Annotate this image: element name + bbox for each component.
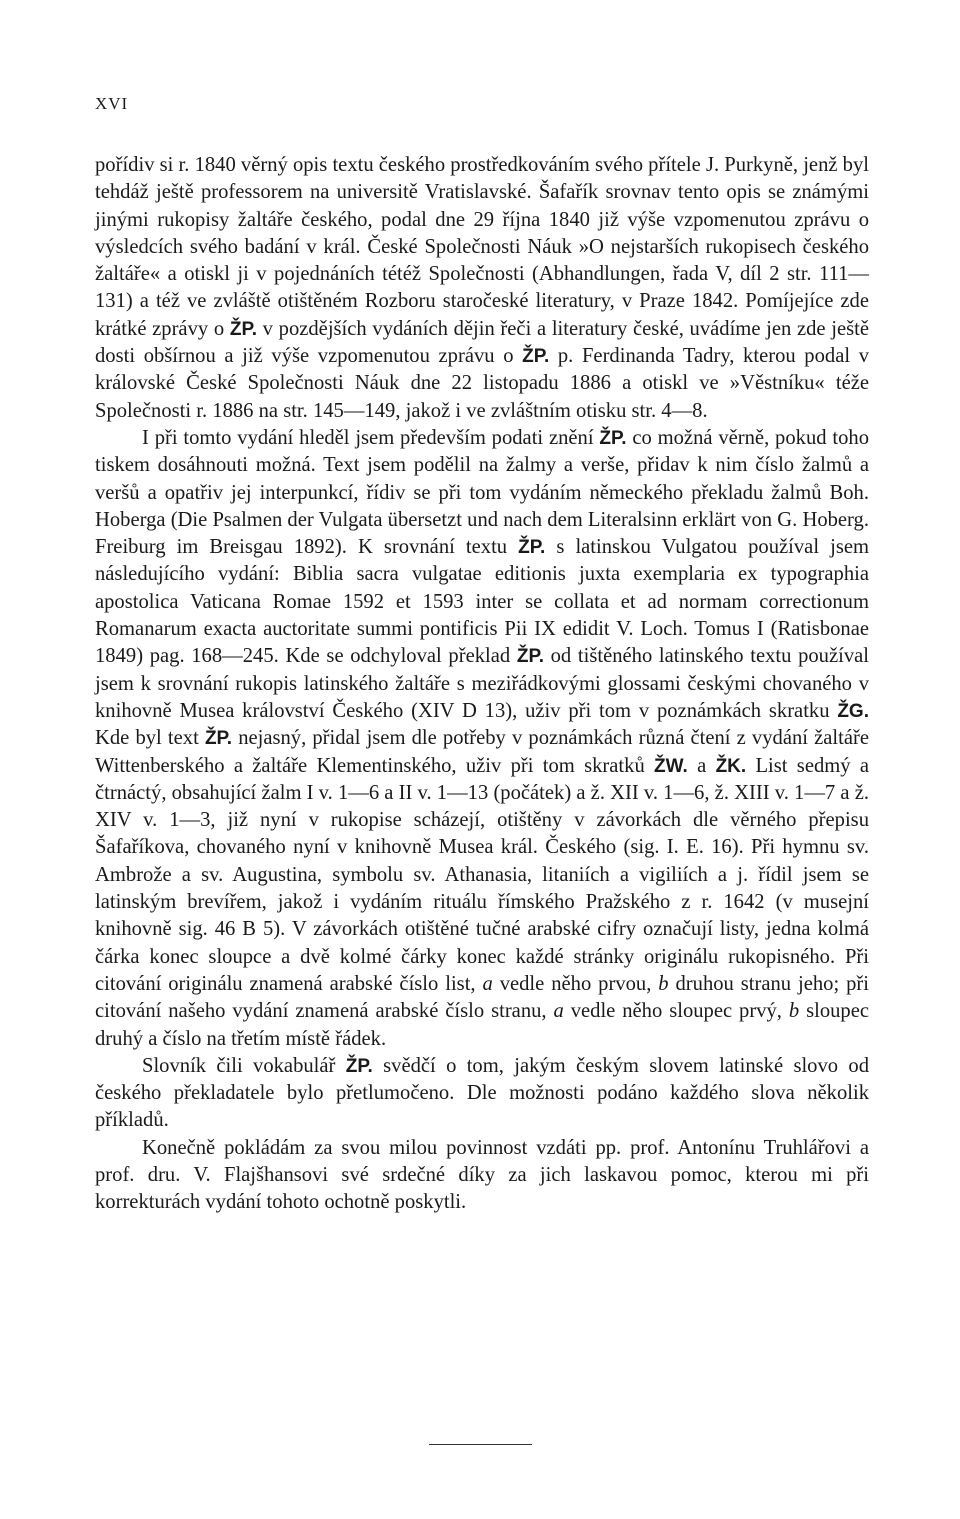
page-number: XVI [95,94,129,113]
italic-letter: a [553,1000,564,1023]
text-run: co možná věrně, pokud toho tiskem dosáhnouti možná. Text jsem podělil na žalmy a verše, přidav k nim číslo žalmů a veršů a opatřiv jej interpunkcí, řídiv se při tom vydáním německého překladu žalmů Boh. Hoberga (Die Psalmen der Vulgata übersetzt und nach dem Literalsinn erklärt von G. Hoberg. Freiburg im Breisgau 1892). K srovnání textu [95,426,869,559]
text-run: a [687,754,716,777]
text-run: nejasný, přidal jsem dle potřeby v poznámkách různá čtení z vydání žaltáře Wittenberského a žaltáře Klementinského, uživ při tom skratků [95,727,869,777]
text-run: svědčí o tom, jakým českým slovem latinské slovo od českého překladatele bylo přetlumočeno. Dle možnosti podáno každého slova několik příkladů. [95,1054,869,1132]
abbreviation: ŽK. [715,755,747,777]
text-run: sloupec druhý a číslo na třetím místě řádek. [95,1000,869,1050]
paragraph [95,425,869,1053]
closing-rule [429,1444,532,1445]
paragraph [95,1053,869,1135]
paragraph [95,1135,869,1217]
abbreviation: ŽP. [599,427,627,449]
text-run: Konečně pokládám za svou milou povinnost vzdáti pp. prof. Antonínu Truhlářovi a prof. dru. V. Flajšhansovi své srdečné díky za jich laskavou pomoc, kterou mi při korrekturách vydání tohoto ochotně poskytli. [95,1136,869,1214]
text-run: I při tomto vydání hleděl jsem především podati znění [142,426,600,449]
text-run: od tištěného latinského textu používal jsem k srovnání rukopis latinského žaltáře s meziřádkovými glossami českými chovaného v knihovně Musea království Českého (XIV D 13), uživ při tom v poznámkách skratku [95,645,869,722]
text-run: Slovník čili vokabulář [142,1054,346,1077]
text-run: vedle něho sloupec prvý, [563,1000,789,1023]
abbreviation: ŽW. [654,755,688,777]
text-run: pořídiv si r. 1840 věrný opis textu českého prostředkováním svého přítele J. Purkyně, jenž byl tehdáž ještě professorem na universitě Vratislavské. Šafařík srovnav tento opis se známými jinými rukopisy žaltáře českého, podal dne 29 října 1840 již výše vzpomenutou zprávu o výsledcích svého badání v král. České Společnosti Náuk »O nejstarších rukopisech českého žaltáře« a otiskl ji v pojednáních tétéž Společnosti (Abhandlungen, řada V, díl 2 str. 111—131) a též ve zvláště otištěném Rozboru staročeské literatury, v Praze 1842. Pomíjejíce zde krátké zprávy o [95,154,869,340]
abbreviation: ŽP. [516,646,544,668]
text-run: Kde byl text [95,727,205,750]
abbreviation: ŽP. [522,346,550,368]
text-run: p. Ferdinanda Tadry, kterou podal v královské České Společnosti Náuk dne 22 listopadu 1886 a otiskl ve »Věstníku« téže Společnosti r. 1886 na str. 145—149, jakož i ve zvláštním otisku str. 4—8. [95,345,869,422]
abbreviation: ŽP. [518,537,546,559]
text-run: vedle něho prvou, [492,972,659,995]
text-run: druhou stranu jeho; při citování našeho vydání znamená arabské číslo stranu, [95,972,869,1023]
italic-letter: b [788,1000,800,1023]
text-run: s latinskou Vulgatou používal jsem následujícího vydání: Biblia sacra vulgatae editionis juxta exemplaria ex typographia apostolica Vaticana Romae 1592 et 1593 inter se collata et ad normam correctionum Romanarum exacta auctoritate summi pontificis Pii IX edidit V. Loch. Tomus I (Ratisbonae 1849) pag. 168—245. Kde se odchyloval překlad [95,536,870,668]
abbreviation: ŽG. [837,700,869,722]
abbreviation: ŽP. [204,728,233,750]
paragraph [95,152,869,425]
body-text [95,152,869,1217]
italic-letter: b [658,972,669,995]
text-run: v pozdějších vydáních dějin řeči a literatury české, uvádíme jen zde ještě dosti obšírnou a již výše vzpomenutou zprávu o [95,317,869,368]
abbreviation: ŽP. [345,1055,373,1077]
abbreviation: ŽP. [229,318,257,340]
text-run: List sedmý a čtrnáctý, obsahující žalm I v. 1—6 a II v. 1—13 (počátek) a ž. XII v. 1—6, ž. XIII v. 1—7 a ž. XIV v. 1—3, již nyní v rukopise scházejí, otištěny v závorkách dle věrného přepisu Šafaříkova, chovaného nyní v knihovně Musea král. Českého (sig. I. E. 16). Při hymnu sv. Ambrože a sv. Augustina, symbolu sv. Athanasia, litaniích a vigiliích a j. řídil jsem se latinským brevířem, jakož i vydáním rituálu římského Pražského z r. 1642 (v musejní knihovně sig. 46 B 5). V závorkách otištěné tučné arabské cifry označují listy, jedna kolmá čárka konec sloupce a dvě kolmé čárky konec každé stránky originálu rukopisného. Při citování originálu znamená arabské číslo list, [95,754,870,995]
italic-letter: a [482,972,493,995]
